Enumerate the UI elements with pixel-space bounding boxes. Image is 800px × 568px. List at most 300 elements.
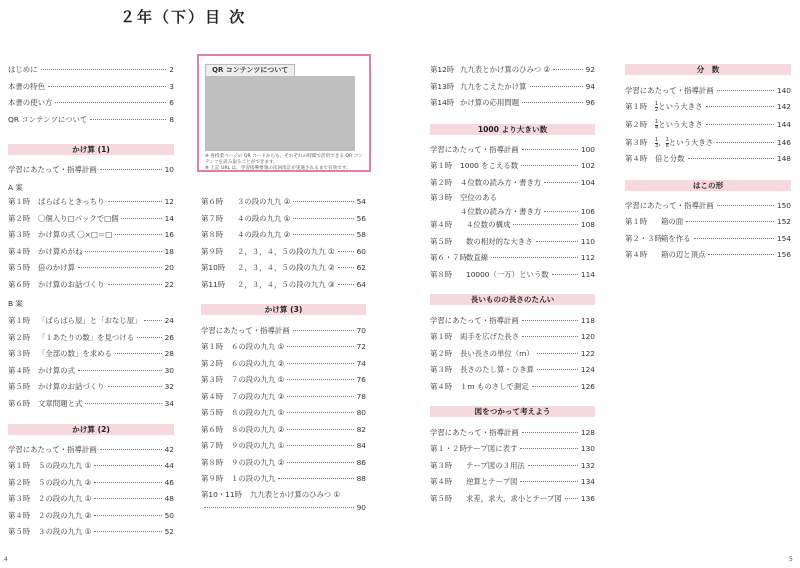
dot-leader [287, 396, 353, 397]
toc-entry [8, 477, 174, 491]
entry-label [8, 477, 91, 488]
page-number: 12 [164, 197, 174, 206]
toc-entry [430, 64, 595, 78]
dot-leader [717, 205, 774, 206]
lesson-number: 第４時 [625, 154, 648, 163]
dot-leader [78, 267, 162, 268]
lesson-title: テープ図の３用法 [466, 460, 525, 470]
page-number: 56 [356, 213, 366, 223]
entry-label [625, 153, 685, 164]
page-number: 2 [169, 65, 174, 74]
page-number: 126 [580, 381, 595, 391]
toc-entry [430, 443, 595, 457]
page-number: 42 [164, 445, 174, 454]
dot-leader [717, 90, 774, 91]
entry-label [625, 119, 703, 131]
page-number: 10 [164, 165, 174, 174]
lesson-number: 第２・３時 [625, 233, 662, 243]
dot-leader [100, 449, 162, 450]
fraction-denominator: 3 [655, 142, 659, 149]
dot-leader [532, 386, 578, 387]
entry-label [625, 200, 714, 211]
toc-entry [8, 246, 174, 260]
toc-entry [8, 365, 174, 379]
entry-label [625, 137, 713, 149]
lesson-number: 第６・７時 [430, 253, 467, 262]
entry-label [8, 493, 91, 504]
lesson-title: 箱を作る [661, 233, 691, 243]
lesson-title: １の段の九九 [231, 474, 276, 483]
toc-entry [201, 440, 366, 454]
toc-entry [430, 236, 595, 250]
entry-label [625, 249, 705, 260]
toc-entry [8, 348, 174, 362]
page-number: 122 [580, 348, 595, 358]
toc-entry [430, 97, 595, 111]
fraction-numerator: 1 [655, 118, 659, 125]
toc-entry [8, 444, 174, 458]
lesson-number: 第６時 [201, 197, 224, 206]
entry-label [430, 219, 510, 230]
toc-entry [430, 476, 595, 490]
dot-leader [706, 106, 774, 107]
lesson-title: 10000（一万）という数 [466, 269, 549, 279]
lesson-title: 逆算とテープ図 [466, 477, 518, 486]
page-number-left: 4 [4, 556, 8, 563]
page-number: 104 [580, 177, 595, 187]
lesson-title: 長さのたし算・ひき算 [460, 365, 534, 374]
lesson-number: 第３時 [8, 230, 31, 239]
lesson-number: 第１時 [625, 102, 648, 111]
toc-entry [430, 192, 595, 216]
entry-label [8, 246, 82, 257]
page-number: 94 [585, 81, 595, 91]
page-number: 132 [580, 460, 595, 470]
section-heading: かけ算 (3) [201, 304, 366, 315]
lesson-title: ３の段の九九 ① [38, 527, 92, 536]
lesson-number: 第９時 [201, 246, 224, 256]
dot-leader [522, 102, 582, 103]
page-number: 150 [776, 201, 791, 210]
toc-entry [201, 341, 366, 355]
lesson-title: １m ものさしで測定 [460, 381, 529, 391]
toc-entry [8, 526, 174, 540]
page-number: 92 [585, 65, 595, 74]
dot-leader [287, 462, 353, 463]
lesson-title: 学習にあたって・指導計画 [8, 165, 97, 174]
dot-leader [706, 124, 774, 125]
lesson-title: 本書の使い方 [8, 98, 53, 107]
entry-label [201, 213, 290, 224]
section-heading: 1000 より大きい数 [430, 124, 595, 135]
lesson-number: 第１時 [201, 342, 224, 351]
toc-entry [430, 493, 595, 507]
lesson-number: 第３時 [430, 193, 453, 202]
lesson-title: ４の段の九九 ② [237, 230, 291, 239]
lesson-number: 第２時 [430, 348, 453, 358]
dot-leader [536, 241, 578, 242]
page-number: 72 [356, 342, 366, 351]
entry-label [8, 526, 91, 537]
lesson-number: 第13時 [430, 81, 455, 91]
section-heading: 図をつかって考えよう [430, 406, 595, 417]
lesson-title: はじめに [8, 65, 38, 74]
qr-note-1: ※ 各授業ページの QR コードからも，それぞれの時間で活用できる QR コンテンツを読み取ることができます。 [205, 154, 363, 165]
entry-label [8, 444, 97, 455]
entry-label [430, 269, 549, 280]
page-number: 152 [776, 217, 791, 226]
toc-entry [430, 144, 595, 158]
entry-label [8, 262, 75, 273]
fraction-denominator: 4 [655, 124, 659, 131]
toc-entry [430, 219, 595, 233]
page-number: 44 [164, 461, 174, 470]
lesson-title: ６の段の九九 ① [231, 342, 285, 351]
toc-entry [8, 229, 174, 243]
dot-leader [521, 165, 578, 166]
toc-entry [430, 348, 595, 362]
entry-label [201, 457, 284, 468]
dot-leader [338, 251, 354, 252]
fraction-denominator: 2 [655, 106, 659, 113]
lesson-title: ６の段の九九 ② [231, 358, 285, 368]
lesson-title: ２の段の九九 ② [38, 510, 92, 520]
toc-entry [8, 97, 174, 111]
dot-leader [338, 284, 354, 285]
toc-entry [625, 85, 791, 99]
entry-label [430, 476, 517, 487]
entry-label [430, 381, 529, 392]
entry-label [8, 279, 105, 290]
dot-leader [520, 448, 578, 449]
toc-entry [201, 407, 366, 421]
dot-leader [688, 158, 774, 159]
dot-leader [513, 224, 578, 225]
fraction-numerator: 1 [655, 100, 659, 107]
dot-leader [522, 320, 578, 321]
lesson-number: 第４時 [430, 477, 453, 486]
lesson-number: 第10時 [201, 263, 226, 272]
page-number: 3 [169, 81, 174, 91]
entry-label [201, 440, 284, 451]
page-number: 134 [580, 477, 595, 486]
section-sublabel: A 案 [8, 183, 23, 192]
dot-leader [204, 507, 354, 508]
dot-leader [108, 284, 162, 285]
entry-label [430, 144, 519, 155]
lesson-title: 倍のかけ算 [38, 263, 75, 272]
dot-leader [491, 257, 578, 258]
entry-label [201, 358, 284, 369]
entry-label [201, 262, 335, 273]
entry-label [430, 443, 517, 454]
qr-box-title: QR コンテンツについて [205, 64, 295, 77]
lesson-number: 第４時 [430, 220, 453, 229]
fraction-numerator: 1 [665, 136, 669, 143]
toc-entry [201, 391, 366, 405]
lesson-number: 第５時 [201, 408, 224, 417]
toc-entry [8, 332, 174, 346]
page-number: 14 [164, 213, 174, 223]
entry-label [8, 213, 118, 224]
lesson-number: 第１時 [8, 197, 31, 206]
lesson-title: 両手を広げた長さ [460, 332, 520, 341]
dot-leader [287, 429, 353, 430]
toc-entry [430, 315, 595, 329]
entry-label [430, 252, 488, 263]
lesson-title: ７の段の九九 ② [231, 391, 285, 401]
dot-leader [278, 478, 353, 479]
lesson-title: 「ぱらぱら屋」と「おなじ屋」 [38, 316, 142, 325]
toc-entry [201, 196, 366, 210]
page-number: 118 [580, 316, 595, 325]
toc-entry [8, 213, 174, 227]
lesson-number: 第５時 [8, 263, 31, 272]
entry-label [201, 246, 335, 257]
entry-label [201, 325, 290, 336]
page-number: 130 [580, 444, 595, 453]
dot-leader [85, 251, 161, 252]
lesson-number: 第６時 [8, 279, 31, 289]
entry-leader-line [430, 206, 595, 217]
lesson-number: 第１時 [430, 161, 453, 170]
page-number: 106 [580, 207, 595, 216]
dot-leader [287, 363, 353, 364]
page-number: 46 [164, 477, 174, 487]
page-number: 48 [164, 494, 174, 503]
section-heading: 分 数 [625, 64, 791, 75]
page-number: 20 [164, 263, 174, 272]
toc-entry [8, 510, 174, 524]
lesson-number: 第１時 [8, 461, 31, 470]
page-number: 124 [580, 365, 595, 374]
lesson-number: 第４時 [8, 246, 31, 256]
lesson-title-cont: ４位数の読み方・書き方 [460, 207, 542, 216]
page-number: 32 [164, 382, 174, 391]
dot-leader [94, 531, 161, 532]
lesson-number: 第８時 [430, 269, 453, 279]
entry-label [430, 160, 518, 171]
lesson-number: 第５時 [430, 236, 453, 246]
page-number: 30 [164, 365, 174, 375]
page-number: 8 [169, 114, 174, 124]
entry-label [430, 192, 595, 203]
lesson-number: 第５時 [8, 527, 31, 536]
qr-contents-box [197, 54, 371, 172]
dot-leader [41, 69, 167, 70]
lesson-number: 第１・２時 [430, 444, 467, 453]
page-number: 84 [356, 441, 366, 450]
lesson-title: 学習にあたって・指導計画 [430, 428, 519, 437]
page-number: 80 [356, 408, 366, 417]
toc-entry [430, 381, 595, 395]
entry-label [8, 114, 87, 125]
entry-label [201, 341, 284, 352]
page-number: 78 [356, 391, 366, 401]
lesson-title: ９の段の九九 ① [231, 441, 285, 450]
dot-leader [708, 254, 774, 255]
page-number: 6 [169, 98, 174, 107]
lesson-title: という大きさ [658, 120, 703, 129]
entry-label [8, 348, 112, 359]
page-number: 34 [164, 398, 174, 408]
fraction-separator: ， [658, 138, 666, 147]
lesson-number: 第２時 [8, 332, 31, 342]
toc-entry [201, 358, 366, 372]
lesson-number: 第１時 [430, 332, 453, 341]
lesson-title: 九九表とかけ算のひみつ ② [460, 65, 551, 74]
lesson-title: 学習にあたって・指導計画 [8, 445, 97, 454]
page-number: 136 [580, 493, 595, 503]
dot-leader [287, 346, 353, 347]
toc-entry [625, 249, 791, 263]
lesson-number: 第12時 [430, 65, 455, 74]
page-number: 156 [776, 250, 791, 259]
lesson-title: かけ算のお話づくり [38, 382, 105, 391]
entry-label [8, 398, 82, 409]
dot-leader [565, 498, 578, 499]
section-sublabel: B 案 [8, 299, 23, 308]
qr-image-placeholder [205, 76, 355, 151]
lesson-number: 第４時 [8, 365, 31, 375]
page-number: 88 [356, 474, 366, 483]
dot-leader [108, 386, 162, 387]
page-number: 102 [580, 161, 595, 170]
lesson-number: 第２時 [430, 177, 453, 187]
lesson-title: かけ算の応用問題 [460, 98, 520, 107]
entry-label [8, 196, 105, 207]
toc-entry [8, 398, 174, 412]
entry-label [430, 81, 527, 92]
lesson-number: 第２時 [8, 213, 31, 223]
dot-leader [287, 445, 353, 446]
lesson-number: 第２時 [625, 120, 648, 129]
entry-label [430, 331, 519, 342]
entry-label [8, 229, 112, 240]
dot-leader [694, 238, 774, 239]
lesson-title: 文章問題と式 [38, 398, 83, 408]
dot-leader [94, 515, 161, 516]
lesson-title: という大きさ [658, 102, 703, 111]
lesson-number: 第４時 [430, 381, 453, 391]
toc-entry [430, 460, 595, 474]
lesson-title: 学習にあたって・指導計画 [430, 316, 519, 325]
lesson-title: ２，３，４，５の段の九九 ③ [237, 279, 335, 289]
toc-entry [201, 457, 366, 471]
toc-entry [201, 325, 366, 339]
dot-leader [293, 234, 353, 235]
page-number: 90 [356, 503, 366, 512]
dot-leader [85, 403, 161, 404]
dot-leader [544, 182, 578, 183]
lesson-title: ぱらぱらときっちり [38, 197, 105, 206]
toc-entry [430, 427, 595, 441]
lesson-number: 第３時 [430, 460, 453, 470]
entry-label [201, 473, 275, 484]
toc-entry [201, 213, 366, 227]
lesson-title: かけ算の式 [38, 365, 75, 375]
entry-leader-line [201, 503, 366, 512]
page-number: 52 [164, 527, 174, 536]
entry-label [430, 364, 534, 375]
entry-label [201, 229, 290, 240]
dot-leader [90, 119, 166, 120]
dot-leader [293, 218, 353, 219]
page-number: 128 [580, 428, 595, 437]
lesson-number: 第４時 [201, 391, 224, 401]
lesson-number: 第６時 [8, 398, 31, 408]
dot-leader [338, 267, 354, 268]
entry-label [201, 279, 335, 290]
entry-label [8, 64, 38, 75]
page-number: 62 [356, 263, 366, 272]
lesson-title: QR コンテンツについて [8, 114, 88, 124]
section-heading: かけ算 (1) [8, 144, 174, 155]
lesson-title: ８の段の九九 ① [231, 408, 285, 417]
toc-entry [430, 177, 595, 191]
toc-entry [201, 489, 366, 513]
toc-entry [8, 262, 174, 276]
lesson-title: 箱の面 [661, 217, 684, 226]
entry-label [625, 101, 703, 113]
toc-entry [625, 119, 791, 133]
toc-entry [8, 460, 174, 474]
toc-entry [201, 229, 366, 243]
dot-leader [293, 330, 354, 331]
lesson-title: かけ算の式 〇×□＝□ [38, 230, 113, 239]
page-number: 26 [164, 332, 174, 342]
dot-leader [287, 379, 353, 380]
entry-label [625, 216, 683, 227]
entry-label [8, 332, 134, 343]
dot-leader [115, 353, 162, 354]
lesson-title: ５の段の九九 ② [38, 477, 92, 487]
toc-entry [201, 424, 366, 438]
dot-leader [100, 169, 162, 170]
lesson-number: 第11時 [201, 279, 226, 289]
toc-entry [430, 81, 595, 95]
dot-leader [528, 465, 578, 466]
toc-entry [8, 64, 174, 78]
lesson-number: 第７時 [201, 441, 224, 450]
dot-leader [121, 218, 161, 219]
lesson-title: 倍と分数 [655, 154, 685, 163]
toc-entry [8, 279, 174, 293]
dot-leader [552, 274, 578, 275]
entry-label [430, 64, 550, 75]
entry-label [8, 164, 97, 175]
lesson-number: 第１時 [625, 217, 648, 226]
lesson-title: 学習にあたって・指導計画 [201, 326, 290, 335]
page-number: 142 [776, 102, 791, 111]
page-number: 120 [580, 332, 595, 341]
lesson-title: 「１あたりの数」を見つける [38, 332, 135, 342]
toc-entry [625, 200, 791, 214]
lesson-title: ４位数の読み方・書き方 [460, 177, 542, 187]
page-number: 82 [356, 424, 366, 434]
entry-label [430, 315, 519, 326]
entry-label [430, 493, 562, 504]
entry-label [201, 391, 284, 402]
lesson-number: 第３時 [8, 494, 31, 503]
lesson-title: ３の段の九九 ② [237, 197, 291, 206]
toc-entry [201, 279, 366, 293]
toc-entry [8, 315, 174, 329]
lesson-number: 第８時 [201, 230, 224, 239]
dot-leader [115, 234, 161, 235]
lesson-number: 第６時 [201, 424, 224, 434]
toc-entry [430, 252, 595, 266]
